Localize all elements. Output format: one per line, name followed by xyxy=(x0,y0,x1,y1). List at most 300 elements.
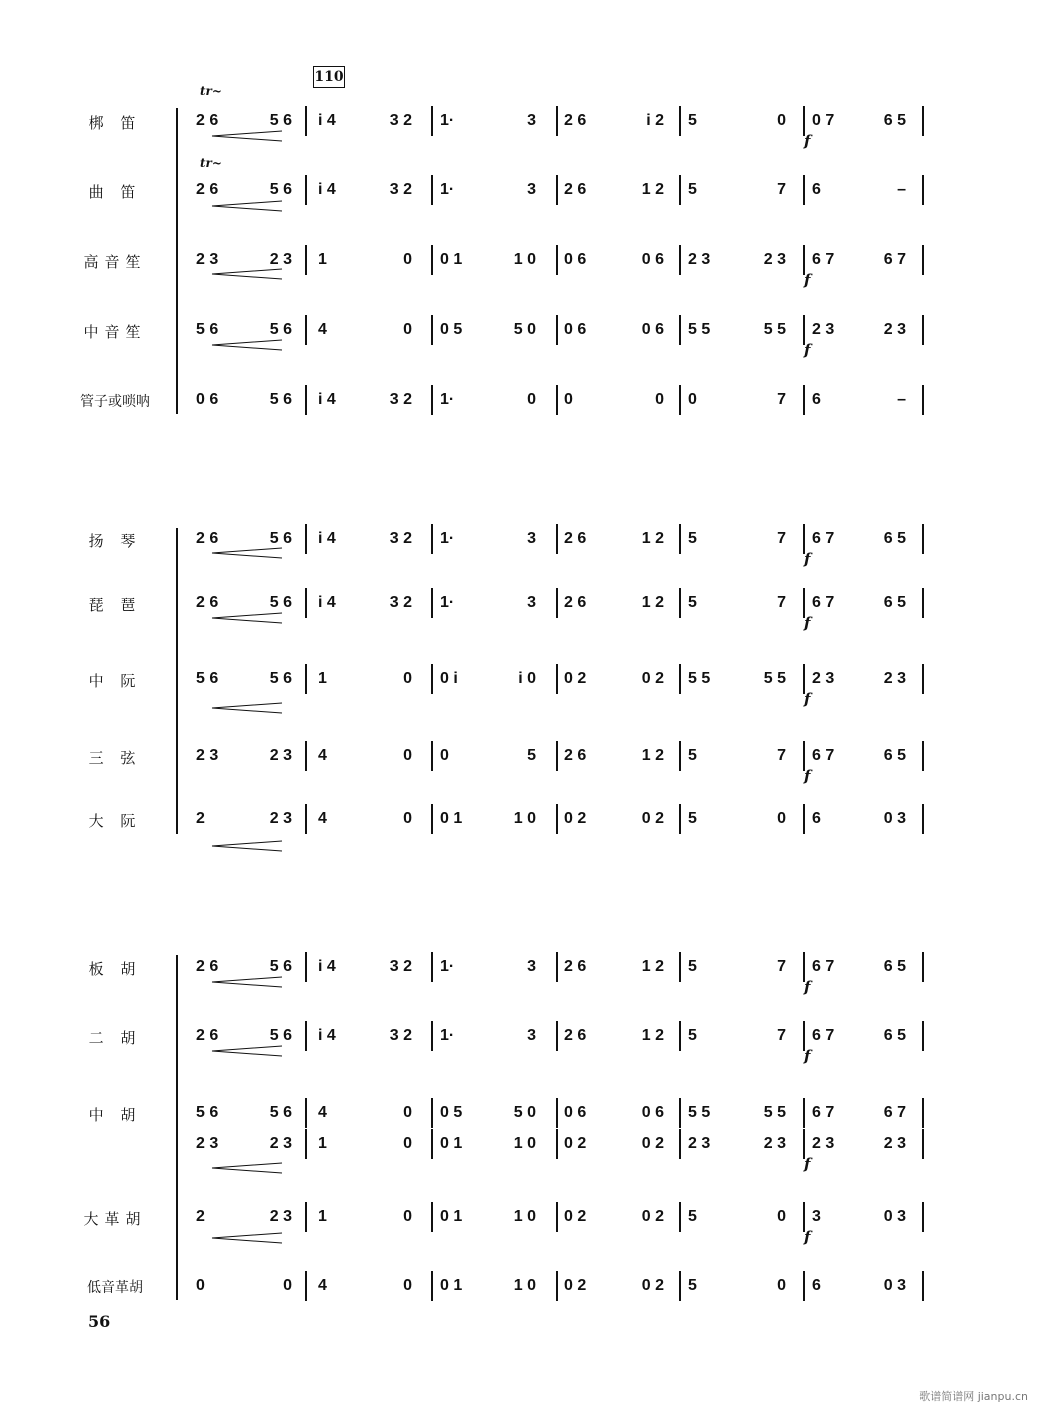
note-group: 5 6 xyxy=(269,594,292,611)
note-group: 0 2 xyxy=(564,1277,587,1294)
measure-notes xyxy=(812,747,906,765)
dynamic-mark: f xyxy=(804,1155,811,1173)
note-group: 2 6 xyxy=(564,112,587,129)
note-group: i 4 xyxy=(318,594,336,611)
note-group: 6 xyxy=(812,181,821,198)
measure-notes xyxy=(440,1277,536,1295)
bar-line xyxy=(679,1021,681,1051)
note-group: 5 xyxy=(688,810,697,827)
measure-notes xyxy=(318,112,412,130)
note-group: 5 xyxy=(527,747,536,764)
bar-line xyxy=(431,588,433,618)
note-group: 0 2 xyxy=(564,1208,587,1225)
note-group: 0 xyxy=(440,747,449,764)
note-group: 1 0 xyxy=(513,810,536,827)
rehearsal-mark: 110 xyxy=(313,66,345,88)
instrument-label: 大 阮 xyxy=(88,812,142,830)
bar-line xyxy=(803,385,805,415)
measure-notes xyxy=(440,251,536,269)
system-bracket xyxy=(176,955,178,1300)
note-group: 3 xyxy=(527,1027,536,1044)
measure-notes xyxy=(318,958,412,976)
measure-notes xyxy=(196,670,292,688)
measure-notes xyxy=(564,594,664,612)
measure-notes xyxy=(440,321,536,339)
note-group: 2 3 xyxy=(269,810,292,827)
measure-notes xyxy=(564,670,664,688)
measure-notes xyxy=(440,594,536,612)
dynamic-mark: f xyxy=(804,341,811,359)
measure-notes xyxy=(196,747,292,765)
note-group: 4 xyxy=(318,321,327,338)
bar-line xyxy=(679,1129,681,1159)
bar-line xyxy=(922,952,924,982)
measure-notes xyxy=(318,1208,412,1226)
note-group: i 4 xyxy=(318,181,336,198)
note-group: 6 7 xyxy=(812,958,835,975)
note-group: 5 6 xyxy=(269,958,292,975)
note-group: 0 2 xyxy=(641,810,664,827)
note-group: 2 3 xyxy=(196,251,219,268)
instrument-label: 板 胡 xyxy=(88,960,142,978)
measure-notes xyxy=(688,1277,786,1295)
dynamic-mark: f xyxy=(804,1228,811,1246)
note-group: 7 xyxy=(777,1027,786,1044)
bar-line xyxy=(922,1021,924,1051)
measure-notes xyxy=(318,321,412,339)
measure-notes xyxy=(196,1027,292,1045)
measure-notes xyxy=(564,530,664,548)
note-group: 2 3 xyxy=(883,1135,906,1152)
bar-line xyxy=(305,1098,307,1128)
measure-notes xyxy=(440,1135,536,1153)
note-group: 5 xyxy=(688,530,697,547)
bar-line xyxy=(305,245,307,275)
bar-line xyxy=(305,1271,307,1301)
bar-line xyxy=(556,741,558,771)
note-group: 3 xyxy=(527,112,536,129)
bar-line xyxy=(431,175,433,205)
dynamic-mark: f xyxy=(804,614,811,632)
note-group: 1 2 xyxy=(641,958,664,975)
note-group: 5 xyxy=(688,1027,697,1044)
measure-notes xyxy=(812,181,906,199)
measure-notes xyxy=(440,391,536,409)
bar-line xyxy=(305,664,307,694)
measure-notes xyxy=(564,1208,664,1226)
note-group: 1 2 xyxy=(641,530,664,547)
note-group: 2 3 xyxy=(812,321,835,338)
bar-line xyxy=(556,1021,558,1051)
measure-notes xyxy=(564,391,664,409)
measure-notes xyxy=(812,1135,906,1153)
note-group: 0 xyxy=(403,251,412,268)
note-group: 1 xyxy=(318,670,327,687)
note-group: 5 xyxy=(688,181,697,198)
note-group: 3 2 xyxy=(389,530,412,547)
instrument-label: 二 胡 xyxy=(88,1029,142,1047)
note-group: 0 5 xyxy=(440,1104,463,1121)
instrument-label: 中 胡 xyxy=(88,1106,142,1124)
note-group: 6 7 xyxy=(812,594,835,611)
note-group: 0 xyxy=(403,810,412,827)
note-group: 0 xyxy=(564,391,573,408)
note-group: 1 2 xyxy=(641,594,664,611)
note-group: 0 6 xyxy=(641,321,664,338)
note-group: 5 6 xyxy=(269,530,292,547)
crescendo-hairpin xyxy=(212,613,282,623)
note-group: 2 3 xyxy=(269,1208,292,1225)
measure-notes xyxy=(688,530,786,548)
crescendo-hairpin xyxy=(212,1233,282,1243)
crescendo-hairpin xyxy=(212,131,282,141)
measure-notes xyxy=(196,958,292,976)
note-group: 0 3 xyxy=(883,810,906,827)
note-group: 5 6 xyxy=(196,1104,219,1121)
note-group: 0 2 xyxy=(641,1208,664,1225)
note-group: 5 6 xyxy=(269,1027,292,1044)
measure-notes xyxy=(812,391,906,409)
note-group: 0 1 xyxy=(440,1208,463,1225)
bar-line xyxy=(431,245,433,275)
measure-notes xyxy=(812,1027,906,1045)
note-group: 3 2 xyxy=(389,958,412,975)
bar-line xyxy=(556,1271,558,1301)
measure-notes xyxy=(440,1208,536,1226)
note-group: 5 0 xyxy=(513,321,536,338)
note-group: 0 xyxy=(777,810,786,827)
note-group: 6 7 xyxy=(812,251,835,268)
note-group: – xyxy=(897,181,906,198)
note-group: 3 xyxy=(527,958,536,975)
bar-line xyxy=(305,175,307,205)
measure-notes xyxy=(688,112,786,130)
bar-line xyxy=(431,385,433,415)
bar-line xyxy=(431,524,433,554)
bar-line xyxy=(305,1202,307,1232)
crescendo-hairpin xyxy=(212,977,282,987)
bar-line xyxy=(305,106,307,136)
note-group: 0 6 xyxy=(564,1104,587,1121)
crescendo-hairpin xyxy=(212,548,282,558)
note-group: 2 6 xyxy=(564,530,587,547)
note-group: 1· xyxy=(440,530,455,547)
note-group: 5 5 xyxy=(763,1104,786,1121)
measure-notes xyxy=(196,251,292,269)
measure-notes xyxy=(318,251,412,269)
bar-line xyxy=(679,804,681,834)
note-group: 1 xyxy=(318,251,327,268)
note-group: 1 2 xyxy=(641,181,664,198)
measure-notes xyxy=(318,1027,412,1045)
note-group: 4 xyxy=(318,747,327,764)
measure-notes xyxy=(688,1027,786,1045)
bar-line xyxy=(679,664,681,694)
bar-line xyxy=(803,1098,805,1128)
note-group: 5 6 xyxy=(269,181,292,198)
bar-line xyxy=(556,385,558,415)
note-group: 2 3 xyxy=(688,1135,711,1152)
bar-line xyxy=(556,588,558,618)
measure-notes xyxy=(318,1277,412,1295)
note-group: 7 xyxy=(777,391,786,408)
note-group: 6 5 xyxy=(883,112,906,129)
note-group: 6 5 xyxy=(883,530,906,547)
note-group: 0 1 xyxy=(440,1277,463,1294)
note-group: 0 6 xyxy=(564,321,587,338)
measure-notes xyxy=(564,810,664,828)
note-group: 0 i xyxy=(440,670,458,687)
measure-notes xyxy=(812,1208,906,1226)
bar-line xyxy=(431,1021,433,1051)
crescendo-hairpin xyxy=(212,1046,282,1056)
bar-line xyxy=(431,106,433,136)
note-group: 7 xyxy=(777,958,786,975)
note-group: 1 0 xyxy=(513,1208,536,1225)
note-group: 2 xyxy=(196,1208,205,1225)
bar-line xyxy=(556,1129,558,1159)
note-group: 0 xyxy=(403,321,412,338)
note-group: 5 0 xyxy=(513,1104,536,1121)
note-group: 6 5 xyxy=(883,1027,906,1044)
note-group: 1 0 xyxy=(513,251,536,268)
crescendo-hairpin xyxy=(212,340,282,350)
measure-notes xyxy=(318,747,412,765)
measure-notes xyxy=(564,321,664,339)
note-group: 6 7 xyxy=(883,251,906,268)
dynamic-mark: f xyxy=(804,690,811,708)
measure-notes xyxy=(564,958,664,976)
note-group: 5 6 xyxy=(269,1104,292,1121)
note-group: 4 xyxy=(318,1277,327,1294)
note-group: 0 2 xyxy=(564,670,587,687)
note-group: 5 6 xyxy=(269,321,292,338)
measure-notes xyxy=(318,1135,412,1153)
note-group: 5 xyxy=(688,594,697,611)
note-group: 2 6 xyxy=(564,958,587,975)
note-group: 2 3 xyxy=(763,1135,786,1152)
note-group: 0 xyxy=(403,1277,412,1294)
note-group: 3 xyxy=(527,530,536,547)
note-group: 1 2 xyxy=(641,747,664,764)
bar-line xyxy=(431,952,433,982)
measure-notes xyxy=(318,810,412,828)
measure-notes xyxy=(564,251,664,269)
measure-notes xyxy=(812,530,906,548)
note-group: 4 xyxy=(318,810,327,827)
bar-line xyxy=(556,952,558,982)
measure-notes xyxy=(318,181,412,199)
bar-line xyxy=(556,175,558,205)
note-group: 1· xyxy=(440,181,455,198)
measure-notes xyxy=(564,1027,664,1045)
note-group: 6 7 xyxy=(812,530,835,547)
instrument-label: 梆 笛 xyxy=(88,114,142,132)
bar-line xyxy=(556,1202,558,1232)
bar-line xyxy=(305,385,307,415)
note-group: 1 xyxy=(318,1135,327,1152)
measure-notes xyxy=(440,1027,536,1045)
note-group: 0 xyxy=(777,112,786,129)
measure-notes xyxy=(440,112,536,130)
bar-line xyxy=(679,315,681,345)
note-group: 5 5 xyxy=(688,1104,711,1121)
measure-notes xyxy=(564,1277,664,1295)
note-group: 3 xyxy=(527,181,536,198)
bar-line xyxy=(556,664,558,694)
note-group: 0 xyxy=(403,1135,412,1152)
measure-notes xyxy=(318,594,412,612)
note-group: 2 3 xyxy=(763,251,786,268)
note-group: 3 2 xyxy=(389,112,412,129)
note-group: 0 xyxy=(283,1277,292,1294)
bar-line xyxy=(556,106,558,136)
measure-notes xyxy=(812,112,906,130)
note-group: 3 xyxy=(527,594,536,611)
measure-notes xyxy=(318,530,412,548)
measure-notes xyxy=(688,391,786,409)
instrument-label: 高音笙 xyxy=(83,253,147,271)
note-group: 6 7 xyxy=(812,1027,835,1044)
note-group: i 4 xyxy=(318,391,336,408)
bar-line xyxy=(431,1202,433,1232)
dynamic-mark: f xyxy=(804,550,811,568)
note-group: 6 7 xyxy=(812,1104,835,1121)
note-group: 6 5 xyxy=(883,958,906,975)
bar-line xyxy=(305,524,307,554)
measure-notes xyxy=(688,1104,786,1122)
bar-line xyxy=(556,524,558,554)
note-group: 0 xyxy=(777,1208,786,1225)
measure-notes xyxy=(812,670,906,688)
note-group: i 2 xyxy=(646,112,664,129)
bar-line xyxy=(679,1202,681,1232)
note-group: 2 3 xyxy=(883,670,906,687)
measure-notes xyxy=(440,670,536,688)
note-group: 5 xyxy=(688,112,697,129)
note-group: 1 0 xyxy=(513,1135,536,1152)
bar-line xyxy=(922,106,924,136)
bar-line xyxy=(679,524,681,554)
note-group: 3 2 xyxy=(389,181,412,198)
note-group: 7 xyxy=(777,747,786,764)
bar-line xyxy=(679,175,681,205)
bar-line xyxy=(556,804,558,834)
note-group: 6 5 xyxy=(883,747,906,764)
measure-notes xyxy=(440,810,536,828)
note-group: 2 6 xyxy=(564,594,587,611)
measure-notes xyxy=(688,251,786,269)
note-group: 5 xyxy=(688,958,697,975)
bar-line xyxy=(679,385,681,415)
instrument-label: 中 阮 xyxy=(88,672,142,690)
bar-line xyxy=(922,1202,924,1232)
bar-line xyxy=(803,804,805,834)
note-group: 0 2 xyxy=(641,670,664,687)
crescendo-hairpin xyxy=(212,269,282,279)
note-group: 0 3 xyxy=(883,1277,906,1294)
note-group: 0 xyxy=(403,1208,412,1225)
bar-line xyxy=(679,952,681,982)
note-group: 2 6 xyxy=(196,594,219,611)
note-group: i 4 xyxy=(318,112,336,129)
measure-notes xyxy=(688,747,786,765)
bar-line xyxy=(431,741,433,771)
measure-notes xyxy=(812,251,906,269)
note-group: 5 6 xyxy=(196,670,219,687)
note-group: 0 xyxy=(196,1277,205,1294)
note-group: 5 xyxy=(688,1208,697,1225)
note-group: 5 5 xyxy=(763,670,786,687)
instrument-label: 扬 琴 xyxy=(88,532,142,550)
measure-notes xyxy=(196,1104,292,1122)
instrument-label: 曲 笛 xyxy=(88,183,142,201)
note-group: 2 3 xyxy=(196,1135,219,1152)
note-group: i 0 xyxy=(518,670,536,687)
note-group: 2 6 xyxy=(196,181,219,198)
note-group: i 4 xyxy=(318,1027,336,1044)
note-group: i 4 xyxy=(318,530,336,547)
instrument-label: 管子或唢呐 xyxy=(80,394,150,410)
bar-line xyxy=(922,1129,924,1159)
bar-line xyxy=(556,1098,558,1128)
note-group: 1· xyxy=(440,594,455,611)
measure-notes xyxy=(812,1277,906,1295)
note-group: 0 xyxy=(403,1104,412,1121)
note-group: 3 2 xyxy=(389,594,412,611)
measure-notes xyxy=(564,1104,664,1122)
measure-notes xyxy=(688,670,786,688)
instrument-label: 中音笙 xyxy=(83,323,147,341)
note-group: 1 0 xyxy=(513,1277,536,1294)
note-group: 5 5 xyxy=(763,321,786,338)
measure-notes xyxy=(812,321,906,339)
note-group: 2 3 xyxy=(269,747,292,764)
note-group: 2 3 xyxy=(812,1135,835,1152)
bar-line xyxy=(431,664,433,694)
bar-line xyxy=(679,106,681,136)
page-number: 56 xyxy=(88,1312,111,1331)
note-group: 3 2 xyxy=(389,391,412,408)
note-group: 6 xyxy=(812,391,821,408)
system-bracket xyxy=(176,528,178,834)
bar-line xyxy=(556,245,558,275)
note-group: 2 3 xyxy=(269,1135,292,1152)
note-group: 0 7 xyxy=(812,112,835,129)
measure-notes xyxy=(318,1104,412,1122)
note-group: 2 6 xyxy=(196,112,219,129)
measure-notes xyxy=(196,1135,292,1153)
note-group: 2 6 xyxy=(564,1027,587,1044)
crescendo-hairpin xyxy=(212,1163,282,1173)
bar-line xyxy=(305,1021,307,1051)
bar-line xyxy=(803,175,805,205)
note-group: 7 xyxy=(777,530,786,547)
measure-notes xyxy=(196,181,292,199)
note-group: 5 6 xyxy=(269,670,292,687)
crescendo-hairpin xyxy=(212,201,282,211)
note-group: i 4 xyxy=(318,958,336,975)
system-bracket xyxy=(176,108,178,414)
note-group: 0 xyxy=(655,391,664,408)
note-group: 1· xyxy=(440,112,455,129)
measure-notes xyxy=(688,181,786,199)
note-group: 0 1 xyxy=(440,810,463,827)
note-group: 0 1 xyxy=(440,251,463,268)
note-group: 2 6 xyxy=(564,747,587,764)
bar-line xyxy=(431,315,433,345)
note-group: 6 7 xyxy=(812,747,835,764)
